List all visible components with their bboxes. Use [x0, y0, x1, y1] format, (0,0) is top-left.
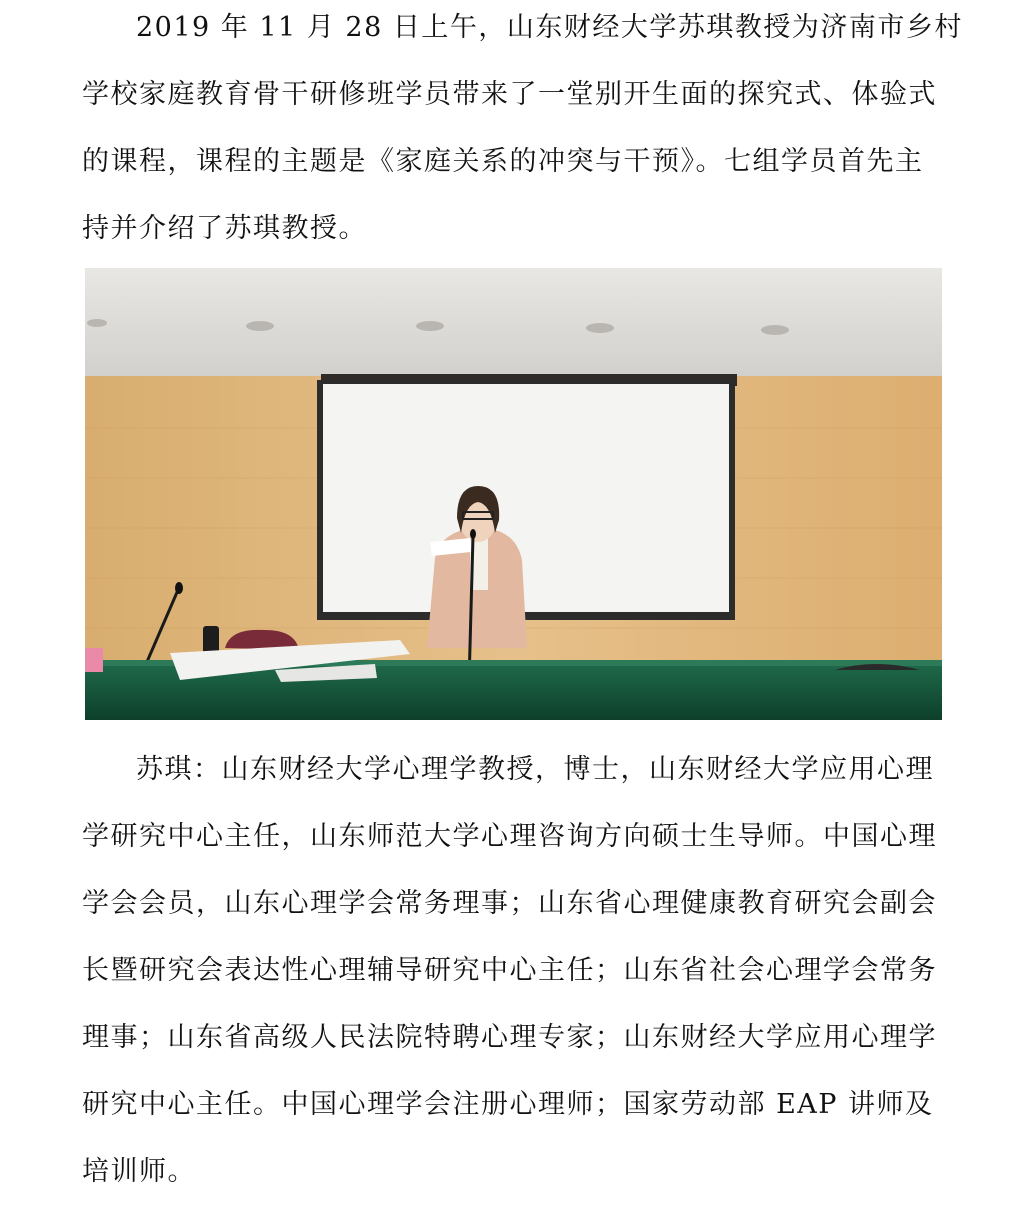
bio-line-7: 培训师。 [82, 1156, 196, 1187]
intro-line-3: 的课程，课程的主题是《家庭关系的冲突与干预》。七组学员首先主 [82, 146, 924, 177]
classroom-photo [85, 268, 942, 720]
bio-line-5: 理事；山东省高级人民法院特聘心理专家；山东财经大学应用心理学 [82, 1022, 937, 1053]
intro-line-1: 2019 年 11 月 28 日上午，山东财经大学苏琪教授为济南市乡村 [136, 12, 963, 43]
bio-line-6: 研究中心主任。中国心理学会注册心理师；国家劳动部 EAP 讲师及 [82, 1089, 934, 1120]
intro-line-4: 持并介绍了苏琪教授。 [82, 213, 367, 244]
bio-paragraph [82, 736, 942, 1205]
intro-line-2: 学校家庭教育骨干研修班学员带来了一堂别开生面的探究式、体验式 [82, 79, 937, 110]
bio-line-1: 苏琪：山东财经大学心理学教授，博士，山东财经大学应用心理 [136, 754, 934, 785]
intro-paragraph [82, 0, 963, 262]
bio-line-2: 学研究中心主任，山东师范大学心理咨询方向硕士生导师。中国心理 [82, 821, 937, 852]
bio-line-3: 学会会员，山东心理学会常务理事；山东省心理健康教育研究会副会 [82, 888, 937, 919]
bio-line-4: 长暨研究会表达性心理辅导研究中心主任；山东省社会心理学会常务 [82, 955, 937, 986]
